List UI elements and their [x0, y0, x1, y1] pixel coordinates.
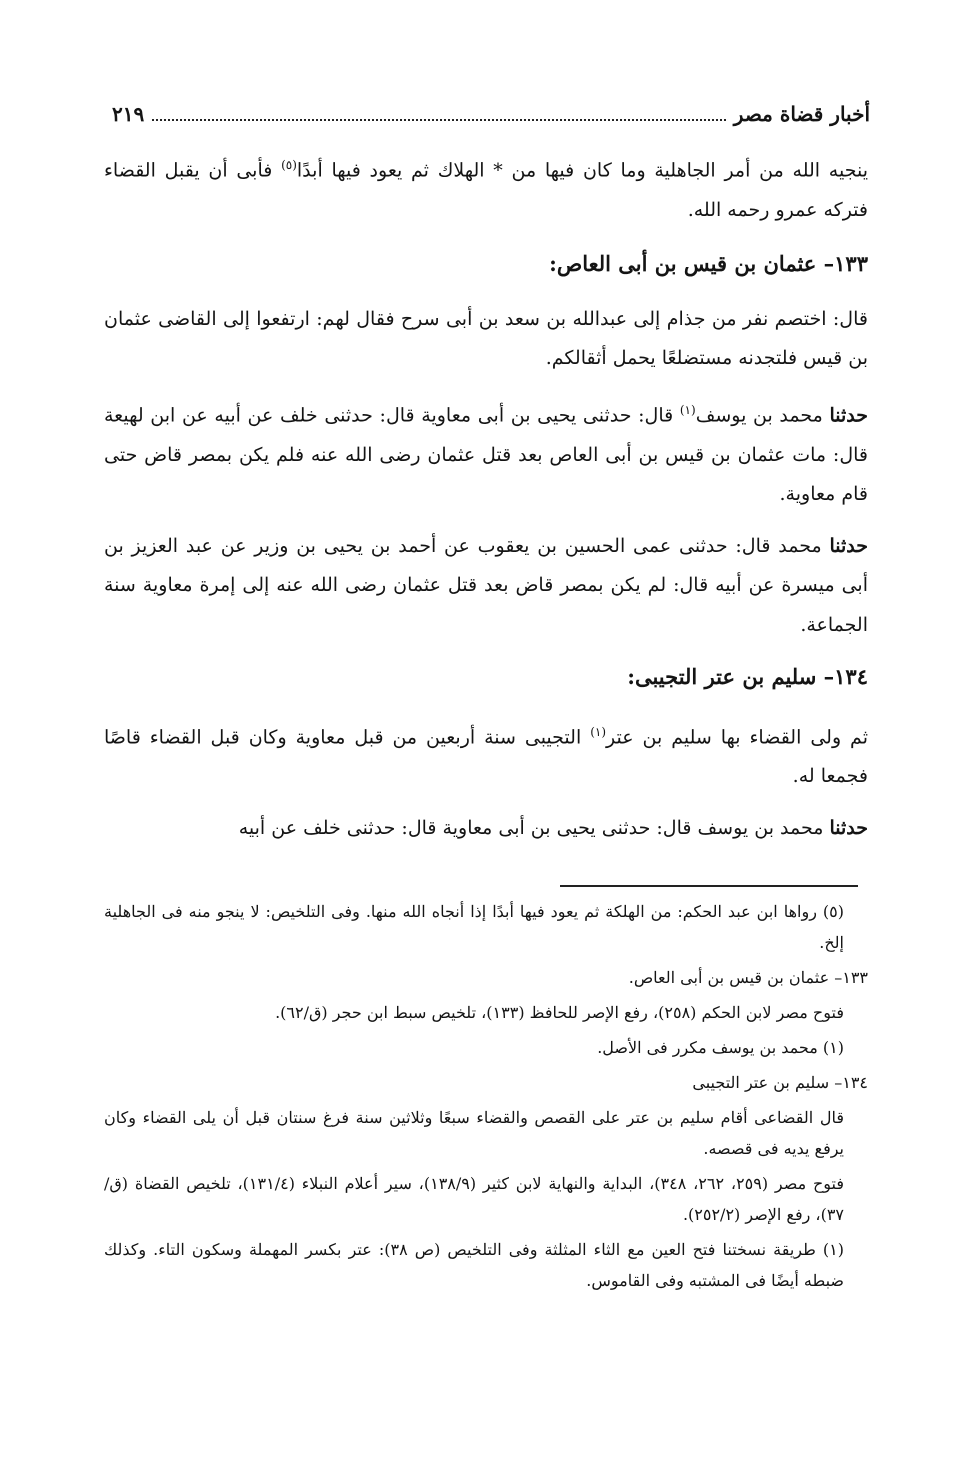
- header-dot-leader: [152, 119, 726, 121]
- paragraph-133-1: قال: اختصم نفر من جذام إلى عبدالله بن سعد بن أبى سرح فقال لهم: ارتفعوا إلى القاضى عثمان بن قيس فلتجدنه مستضلعًا يحمل أثقالكم.: [104, 307, 868, 370]
- paragraph-134-1: [104, 713, 868, 797]
- paragraph-text: محمد قال: حدثنى عمى الحسين بن يعقوب عن أحمد بن يحيى بن وزير عن عبد العزيز بن أبى ميسرة عن أبيه قال: لم يكن بمصر قاض بعد قتل عثمان رضى الله عنه إلى إمرة معاوية سنة الجماعة.: [104, 534, 868, 636]
- footnote-entry-heading: ١٣٣– عثمان بن قيس بن أبى العاص.: [628, 968, 868, 987]
- footnote: (١) طريقة نسختنا فتح العين مع الثاء المثلثة وفى التلخيص (ص ٣٨): عتر بكسر المهملة وسكون التاء. وكذلك ضبطه أيضًا فى المشتبه وفى القاموس.: [104, 1240, 845, 1290]
- hadith-lead: حدثنا: [829, 404, 868, 427]
- paragraph-133-2: [104, 391, 868, 515]
- footnote-entry-heading: ١٣٤– سليم بن عتر التجيبى: [692, 1073, 868, 1092]
- footnote: فتوح مصر لابن الحكم (٢٥٨)، رفع الإصر للحافظ (١٣٣)، تلخيص سبط ابن حجر (ق/٦٢).: [275, 1003, 844, 1022]
- main-text: [104, 146, 868, 860]
- paragraph-text: التجيبى سنة أربعين من قبل معاوية وكان قبل القضاء قاصًا فجمعا له.: [104, 725, 868, 788]
- hadith-lead: حدثنا: [829, 816, 868, 839]
- paragraph-text: ينجيه الله من أمر الجاهلية وما كان فيها من * الهلاك ثم يعود فيها أبدًا: [296, 159, 868, 182]
- footnote-ref: (١): [590, 724, 607, 739]
- footnote-separator: [560, 885, 858, 887]
- footnote: (٥) رواها ابن عبد الحكم: من الهلكة ثم يعود فيها أبدًا إذا أنجاه الله منها. وفى التلخيص: لا ينجو منه فى الجاهلية إلخ.: [104, 902, 844, 952]
- paragraph-text: ثم ولى القضاء بها سليم بن عتر: [606, 725, 868, 748]
- paragraph-134-2: [104, 809, 868, 849]
- page-number: ٢١٩: [112, 102, 145, 126]
- section-heading-133: ١٣٣– عثمان بن قيس بن أبى العاص:: [549, 251, 868, 277]
- footnote-ref: (٥): [281, 158, 297, 172]
- paragraph-text: محمد بن يوسف قال: حدثنى يحيى بن أبى معاوية قال: حدثنى خلف عن أبيه: [238, 816, 830, 839]
- paragraph-continuation: [104, 146, 868, 230]
- book-title: أخبار قضاة مصر: [733, 102, 870, 126]
- hadith-lead: حدثنا: [829, 534, 868, 557]
- footnote: قال القضاعى أقام سليم بن عتر على القصص والقضاء سبعًا وثلاثين سنة فرغ سنتان قبل أن يلى القضاء وكان يرفع يديه فى قصصه.: [104, 1108, 845, 1158]
- paragraph-text: قال: حدثنى يحيى بن أبى معاوية قال: حدثنى خلف عن أبيه عن ابن لهيعة قال: مات عثمان بن قيس بن أبى العاص بعد قتل عثمان رضى الله عنه فلم يكن بمصر قاض حتى قام معاوية.: [104, 404, 868, 506]
- paragraph-text: فأبى أن يقبل القضاء فتركه عمرو رحمه الله.: [104, 159, 868, 221]
- footnote-ref: (١): [679, 402, 696, 417]
- paragraph-text: محمد بن يوسف: [695, 404, 830, 427]
- footnotes: [104, 896, 868, 1300]
- section-heading-134: ١٣٤– سليم بن عتر التجيبى:: [627, 664, 868, 690]
- running-header: [112, 102, 870, 127]
- footnote: (١) محمد بن يوسف مكرر فى الأصل.: [597, 1038, 844, 1057]
- footnote: فتوح مصر (٢٥٩، ٢٦٢، ٣٤٨)، البداية والنهاية لابن كثير (١٣٨/٩)، سير أعلام النبلاء (١٣١/٤)، تلخيص القضاة (ق/٣٧)، رفع الإصر (٢٥٢/٢).: [104, 1174, 845, 1224]
- paragraph-133-3: [104, 527, 868, 646]
